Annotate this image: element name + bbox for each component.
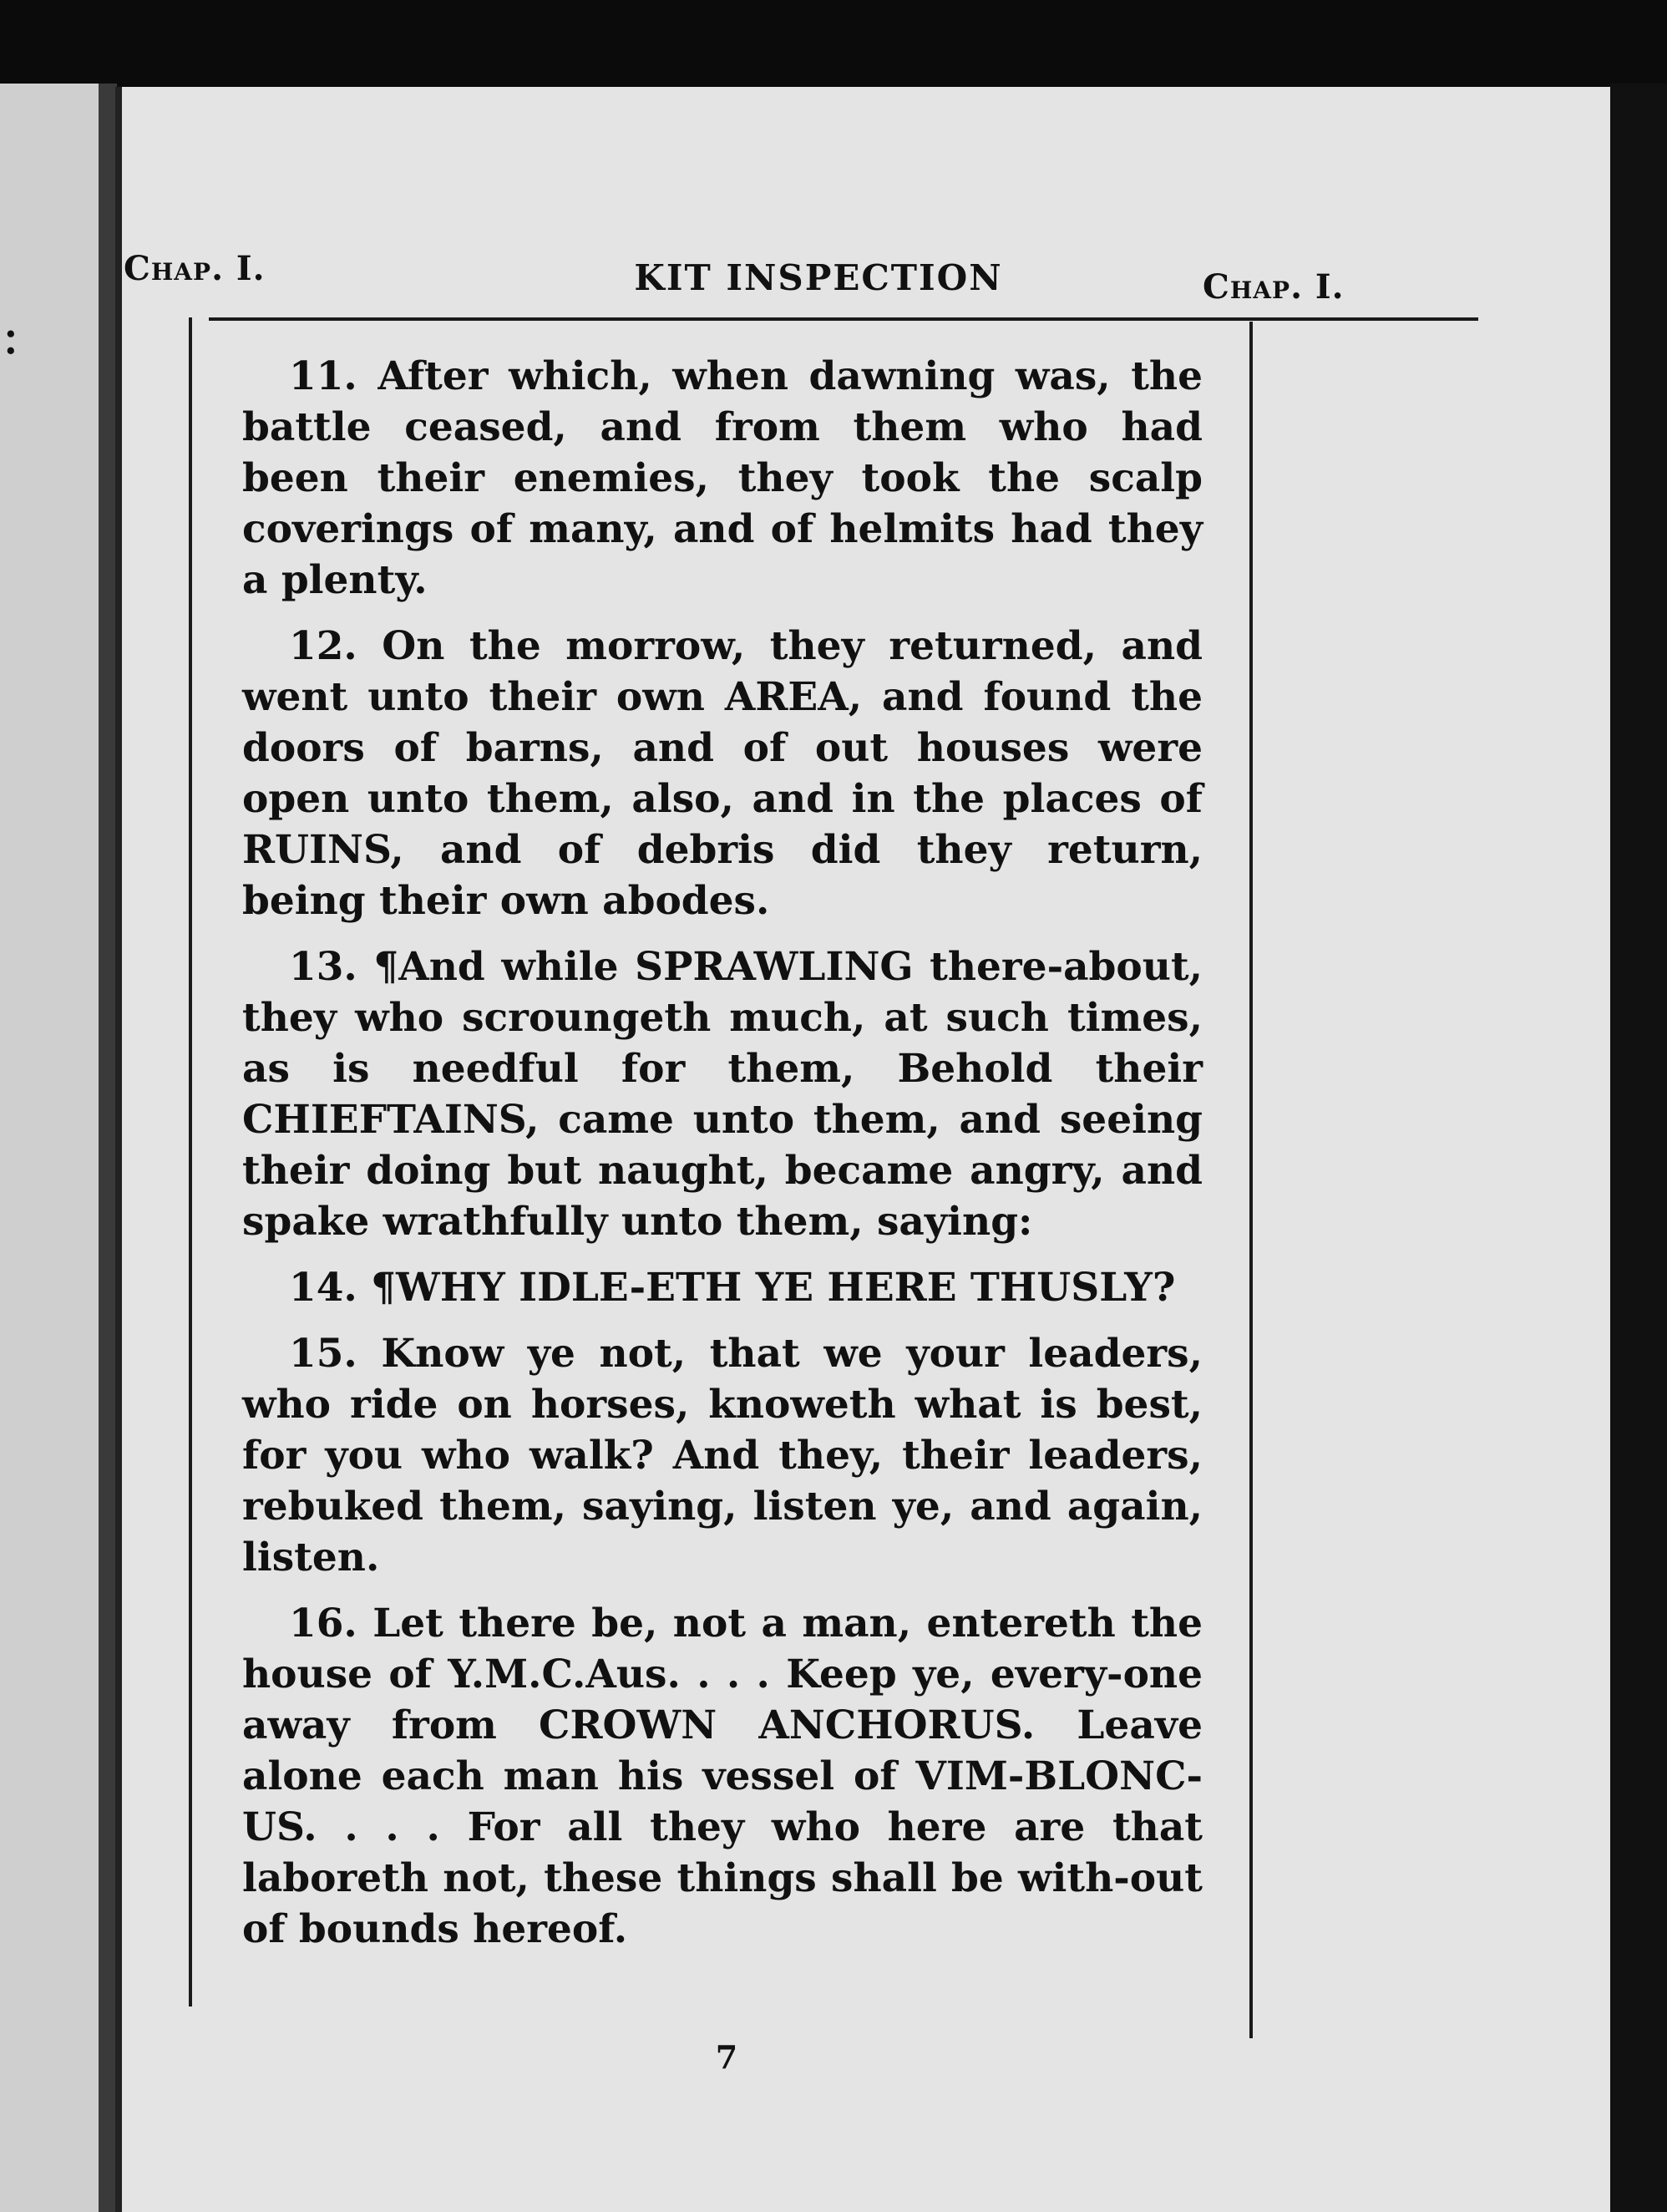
verse-15: 15. Know ye not, that we your leaders, who ride on horses, knoweth what is best, for you who walk? And they, their leaders, rebuked them, saying, listen ye, and again, listen. (242, 1331, 1203, 1580)
left-column-rule (189, 317, 192, 2007)
verse-13: 13. ¶And while SPRAWLING there-about, they who scroungeth much, at such times, as is needful for them, Behold their CHIEFTAINS, came unto them, and seeing their doing but naught, became angry, and spake wrathfully unto them, saying: (242, 944, 1203, 1245)
header-rule (209, 317, 1478, 321)
running-title: KIT INSPECTION (634, 257, 1003, 298)
verse-16: 16. Let there be, not a man, entereth the house of Y.M.C.Aus. . . . Keep ye, every-one away from CROWN ANCHORUS. Leave alone each man his vessel of VIM-BLONC-US. . . . For all they who here are that laboreth not, these things shall be with-out of bounds hereof. (242, 1601, 1203, 1952)
facing-page-mark: : (2, 305, 20, 367)
verse-12: 12. On the morrow, they returned, and went unto their own AREA, and found the doors of barns, and of out houses were open unto them, also, and in the places of RUINS, and of debris did they return, being their own abodes. (242, 623, 1203, 924)
chapter-label-left: Chap. I. (124, 249, 266, 288)
chapter-label-right: Chap. I. (1203, 267, 1345, 307)
book-gutter (99, 84, 117, 2212)
facing-page-edge (0, 84, 102, 2212)
right-column-rule (1249, 322, 1253, 2038)
page-number: 7 (715, 2038, 738, 2076)
scan-border (1610, 84, 1667, 2212)
verse-11: 11. After which, when dawning was, the battle ceased, and from them who had been their enemies, they took the scalp coverings of many, and of helmits had they a plenty. (242, 353, 1203, 603)
verse-column (242, 351, 1203, 1970)
verse-14: 14. ¶WHY IDLE-ETH YE HERE THUSLY? (289, 1265, 1176, 1311)
